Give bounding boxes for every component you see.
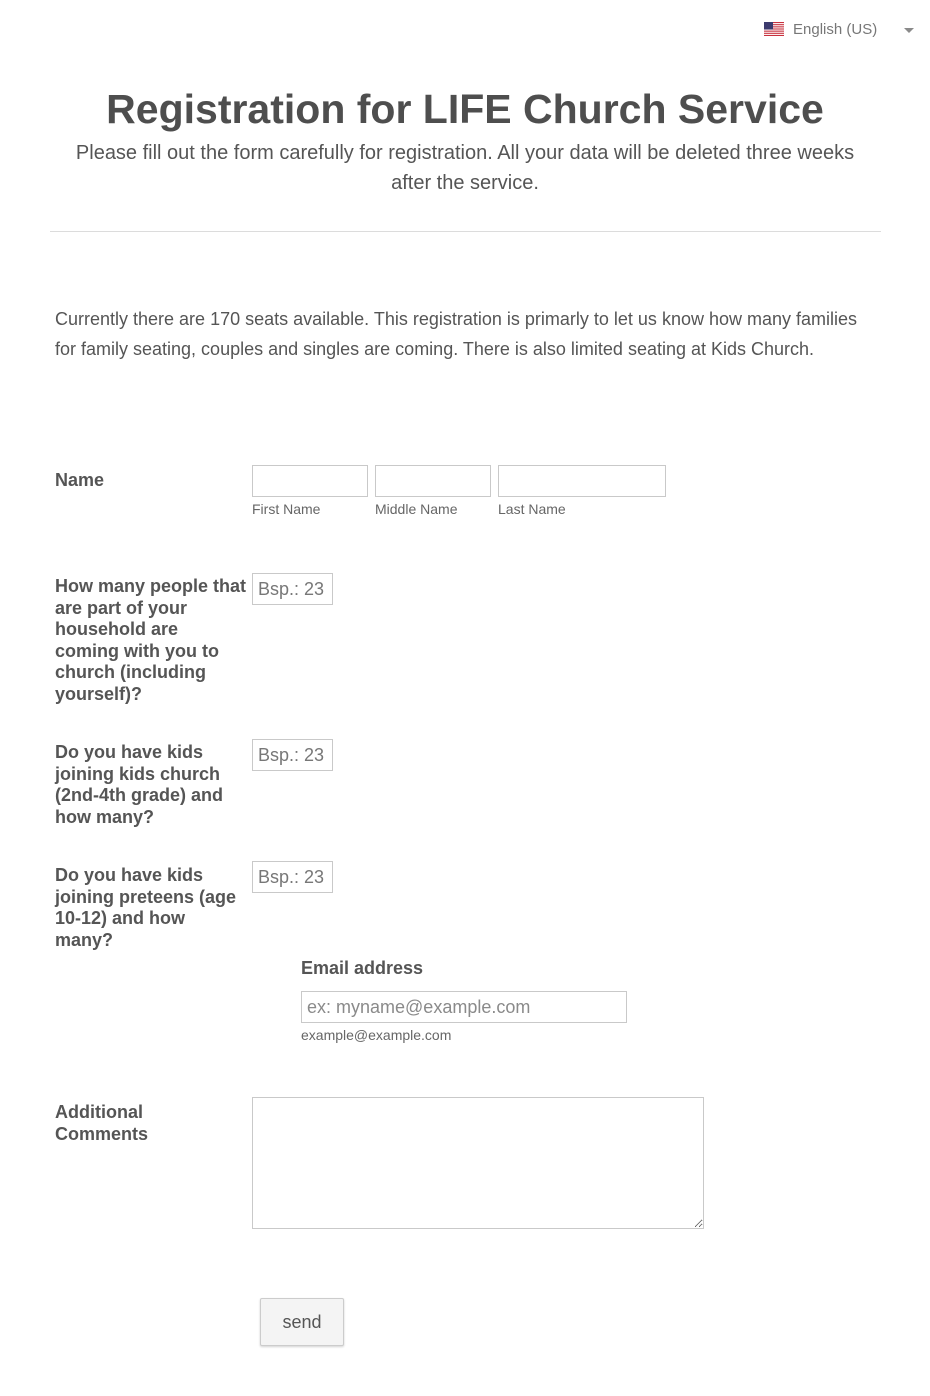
form-title: Registration for LIFE Church Service: [106, 86, 824, 132]
comments-textarea[interactable]: [252, 1097, 704, 1229]
form-subtitle: Please fill out the form carefully for registration. All your data will be deleted three weeks after the service.: [75, 142, 855, 194]
middle-name-sublabel: Middle Name: [375, 501, 458, 517]
first-name-input[interactable]: [252, 465, 368, 497]
us-flag-icon: [764, 22, 784, 36]
send-button[interactable]: send: [260, 1298, 344, 1346]
household-count-input[interactable]: [252, 573, 333, 605]
first-name-sublabel: First Name: [252, 501, 321, 517]
email-input[interactable]: [301, 991, 627, 1023]
language-label: English (US): [793, 21, 878, 38]
kids-church-count-label: Do you have kids joining kids church (2nd-4th grade) and how many?: [55, 742, 224, 827]
header-divider: [50, 231, 881, 232]
household-count-label: How many people that are part of your household are coming with you to church (including yourself)?: [55, 576, 247, 704]
intro-text: Currently there are 170 seats available. This registration is primarly to let us know how many families for family seating, couples and singles are coming. There is also limited seating at Kids Church.: [55, 309, 858, 359]
middle-name-input[interactable]: [375, 465, 491, 497]
last-name-sublabel: Last Name: [498, 501, 566, 517]
email-sublabel: example@example.com: [301, 1027, 452, 1043]
kids-church-count-input[interactable]: [252, 739, 333, 771]
chevron-down-icon: [904, 28, 914, 33]
last-name-input[interactable]: [498, 465, 666, 497]
name-label: Name: [55, 470, 105, 490]
preteens-count-input[interactable]: [252, 861, 333, 893]
language-selector[interactable]: [764, 18, 920, 44]
preteens-count-label: Do you have kids joining preteens (age 10-12) and how many?: [55, 865, 237, 950]
email-label: Email address: [301, 958, 424, 978]
comments-label: Additional Comments: [55, 1102, 149, 1144]
